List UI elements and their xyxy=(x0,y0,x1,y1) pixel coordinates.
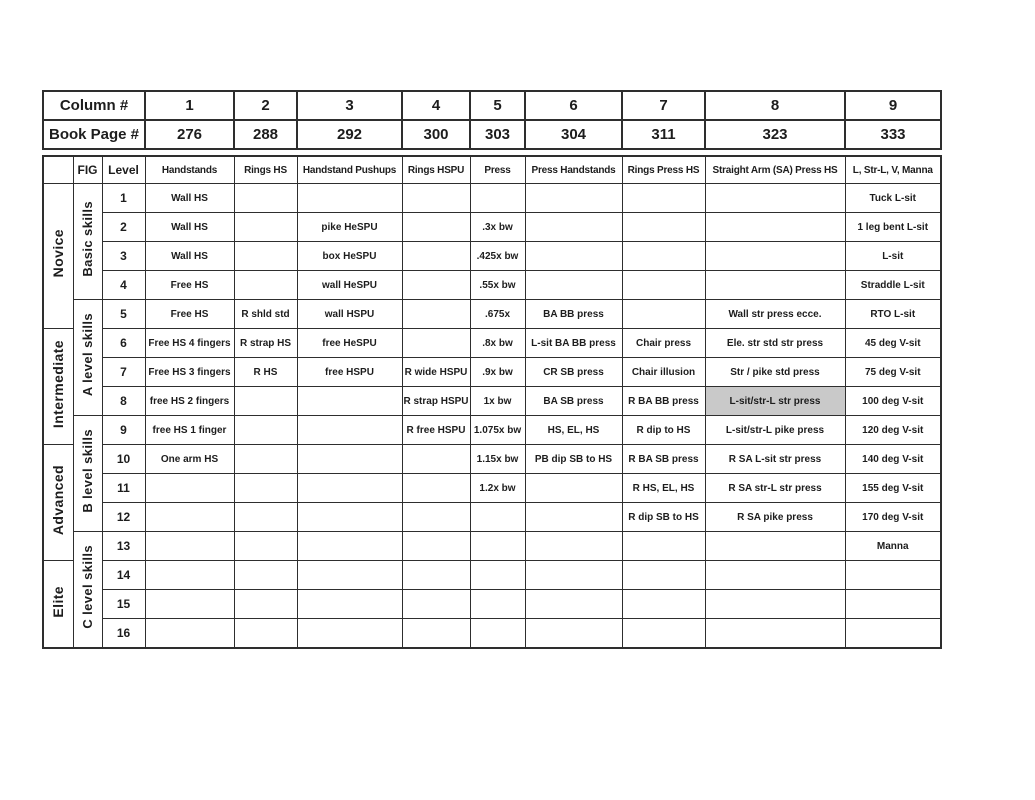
column-number: 5 xyxy=(470,91,525,120)
skill-cell: PB dip SB to HS xyxy=(525,445,622,474)
skill-cell: .675x xyxy=(470,300,525,329)
skill-column-header: L, Str-L, V, Manna xyxy=(845,156,941,184)
skill-cell: RTO L-sit xyxy=(845,300,941,329)
skill-cell xyxy=(234,503,297,532)
column-number: 4 xyxy=(402,91,470,120)
skill-cell: R BA SB press xyxy=(622,445,705,474)
skill-cell: Chair illusion xyxy=(622,358,705,387)
skill-cell xyxy=(622,590,705,619)
fig-group-label: A level skills xyxy=(80,313,95,397)
difficulty-group-label: Novice xyxy=(50,229,67,278)
difficulty-group-cell xyxy=(43,561,73,649)
level-cell: 9 xyxy=(102,416,145,445)
level-cell: 11 xyxy=(102,474,145,503)
skill-cell: .55x bw xyxy=(470,271,525,300)
skill-cell xyxy=(525,561,622,590)
level-cell: 15 xyxy=(102,590,145,619)
skill-cell xyxy=(234,213,297,242)
level-cell: 7 xyxy=(102,358,145,387)
table-row xyxy=(43,532,941,561)
skill-cell xyxy=(705,532,845,561)
skill-cell: R SA L-sit str press xyxy=(705,445,845,474)
skill-cell xyxy=(622,532,705,561)
skill-cell xyxy=(234,590,297,619)
table-row xyxy=(43,387,941,416)
fig-group-label: B level skills xyxy=(80,429,95,513)
skill-cell xyxy=(525,271,622,300)
skill-cell xyxy=(402,329,470,358)
book-page-row xyxy=(43,120,941,149)
skill-cell xyxy=(402,184,470,213)
skill-cell xyxy=(705,213,845,242)
table-row xyxy=(43,213,941,242)
skill-cell: CR SB press xyxy=(525,358,622,387)
skill-cell xyxy=(470,503,525,532)
table-row xyxy=(43,445,941,474)
skill-cell: free HSPU xyxy=(297,358,402,387)
skill-cell xyxy=(145,561,234,590)
table-row xyxy=(43,619,941,649)
skill-cell: box HeSPU xyxy=(297,242,402,271)
skill-cell xyxy=(402,532,470,561)
skill-cell: L-sit BA BB press xyxy=(525,329,622,358)
skill-cell: 1.075x bw xyxy=(470,416,525,445)
table-row xyxy=(43,184,941,213)
skill-cell xyxy=(705,242,845,271)
skill-cell: R free HSPU xyxy=(402,416,470,445)
column-number-label: Column # xyxy=(43,91,145,120)
book-page-label: Book Page # xyxy=(43,120,145,149)
book-page-number: 311 xyxy=(622,120,705,149)
skill-cell xyxy=(234,242,297,271)
skill-cell xyxy=(622,619,705,649)
skill-cell xyxy=(525,242,622,271)
skill-cell: R shld std xyxy=(234,300,297,329)
skill-cell: .425x bw xyxy=(470,242,525,271)
skill-cell: .3x bw xyxy=(470,213,525,242)
table-row xyxy=(43,474,941,503)
fig-group-cell xyxy=(73,532,102,649)
skill-cell xyxy=(470,590,525,619)
skill-cell xyxy=(845,590,941,619)
fig-group-cell xyxy=(73,300,102,416)
skill-cell: R SA str-L str press xyxy=(705,474,845,503)
skill-cell xyxy=(145,590,234,619)
skills-table xyxy=(42,155,942,649)
skill-cell xyxy=(705,184,845,213)
skill-cell xyxy=(470,561,525,590)
fig-header: FIG xyxy=(73,156,102,184)
skill-column-header: Press xyxy=(470,156,525,184)
skill-cell: HS, EL, HS xyxy=(525,416,622,445)
skill-cell: Free HS xyxy=(145,271,234,300)
skill-cell xyxy=(622,184,705,213)
skill-cell xyxy=(525,184,622,213)
fig-group-label: Basic skills xyxy=(80,201,95,277)
level-cell: 12 xyxy=(102,503,145,532)
skill-cell: BA BB press xyxy=(525,300,622,329)
level-cell: 13 xyxy=(102,532,145,561)
skill-cell xyxy=(470,184,525,213)
book-page-number: 333 xyxy=(845,120,941,149)
skill-cell xyxy=(297,561,402,590)
skill-cell: 45 deg V-sit xyxy=(845,329,941,358)
skill-cell xyxy=(297,445,402,474)
skill-cell: 1.2x bw xyxy=(470,474,525,503)
skill-cell: Free HS 3 fingers xyxy=(145,358,234,387)
book-page-number: 300 xyxy=(402,120,470,149)
skill-cell xyxy=(622,213,705,242)
skill-cell: 1.15x bw xyxy=(470,445,525,474)
column-number: 3 xyxy=(297,91,402,120)
level-cell: 10 xyxy=(102,445,145,474)
skill-cell: 140 deg V-sit xyxy=(845,445,941,474)
skill-cell xyxy=(705,561,845,590)
skill-cell xyxy=(297,474,402,503)
skill-cell: Tuck L-sit xyxy=(845,184,941,213)
column-number: 6 xyxy=(525,91,622,120)
skill-cell xyxy=(525,503,622,532)
skill-cell: pike HeSPU xyxy=(297,213,402,242)
level-cell: 14 xyxy=(102,561,145,590)
level-cell: 2 xyxy=(102,213,145,242)
column-number: 1 xyxy=(145,91,234,120)
skill-cell: 1x bw xyxy=(470,387,525,416)
level-cell: 8 xyxy=(102,387,145,416)
skill-cell xyxy=(402,300,470,329)
skill-cell xyxy=(234,619,297,649)
difficulty-group-label: Advanced xyxy=(50,464,67,536)
skill-cell xyxy=(622,561,705,590)
skill-cell: R BA BB press xyxy=(622,387,705,416)
skill-column-header: Handstands xyxy=(145,156,234,184)
table-row xyxy=(43,358,941,387)
skill-cell xyxy=(402,271,470,300)
skill-cell xyxy=(297,532,402,561)
skill-cell xyxy=(525,619,622,649)
skill-cell: R dip SB to HS xyxy=(622,503,705,532)
skill-cell: 170 deg V-sit xyxy=(845,503,941,532)
skill-cell xyxy=(845,561,941,590)
skill-cell: wall HeSPU xyxy=(297,271,402,300)
skill-cell: 120 deg V-sit xyxy=(845,416,941,445)
skill-cell xyxy=(402,213,470,242)
table-row xyxy=(43,590,941,619)
skill-cell: free HeSPU xyxy=(297,329,402,358)
skill-cell: Chair press xyxy=(622,329,705,358)
skill-cell: R HS xyxy=(234,358,297,387)
book-page-number: 323 xyxy=(705,120,845,149)
difficulty-group-cell xyxy=(43,445,73,561)
skill-cell xyxy=(234,474,297,503)
skill-cell: R SA pike press xyxy=(705,503,845,532)
skill-cell xyxy=(622,300,705,329)
skill-cell xyxy=(402,445,470,474)
skill-header-row xyxy=(43,156,941,184)
level-header: Level xyxy=(102,156,145,184)
skill-cell xyxy=(402,619,470,649)
skill-cell: Str / pike std press xyxy=(705,358,845,387)
skill-cell xyxy=(402,503,470,532)
skill-cell: free HS 2 fingers xyxy=(145,387,234,416)
skill-chart-page xyxy=(42,90,942,649)
skill-cell xyxy=(145,619,234,649)
column-number: 8 xyxy=(705,91,845,120)
fig-group-label: C level skills xyxy=(80,545,95,629)
skill-cell: free HS 1 finger xyxy=(145,416,234,445)
skill-cell: .8x bw xyxy=(470,329,525,358)
skill-cell: 1 leg bent L-sit xyxy=(845,213,941,242)
skill-cell xyxy=(525,474,622,503)
level-cell: 4 xyxy=(102,271,145,300)
skill-cell xyxy=(234,416,297,445)
skill-cell xyxy=(234,387,297,416)
book-page-number: 304 xyxy=(525,120,622,149)
skill-cell xyxy=(234,184,297,213)
skill-cell: 155 deg V-sit xyxy=(845,474,941,503)
skill-column-header: Straight Arm (SA) Press HS xyxy=(705,156,845,184)
skill-cell: R HS, EL, HS xyxy=(622,474,705,503)
skill-cell: Free HS 4 fingers xyxy=(145,329,234,358)
skill-cell: L-sit/str-L pike press xyxy=(705,416,845,445)
skill-cell: Wall HS xyxy=(145,242,234,271)
skill-cell: Wall HS xyxy=(145,184,234,213)
skill-cell: Manna xyxy=(845,532,941,561)
level-cell: 3 xyxy=(102,242,145,271)
level-cell: 1 xyxy=(102,184,145,213)
skill-cell: R strap HSPU xyxy=(402,387,470,416)
table-row xyxy=(43,300,941,329)
skill-cell: Wall str press ecce. xyxy=(705,300,845,329)
skill-cell xyxy=(234,445,297,474)
difficulty-group-label: Intermediate xyxy=(50,339,67,429)
skill-cell xyxy=(525,590,622,619)
table-row xyxy=(43,503,941,532)
skill-cell xyxy=(297,590,402,619)
skill-cell xyxy=(705,590,845,619)
skill-cell: BA SB press xyxy=(525,387,622,416)
fig-group-cell xyxy=(73,184,102,300)
book-page-number: 303 xyxy=(470,120,525,149)
skill-cell xyxy=(145,532,234,561)
skill-cell xyxy=(234,271,297,300)
skill-column-header: Rings Press HS xyxy=(622,156,705,184)
book-page-number: 288 xyxy=(234,120,297,149)
skill-cell xyxy=(402,242,470,271)
table-row xyxy=(43,329,941,358)
skill-cell xyxy=(297,387,402,416)
skill-cell: L-sit xyxy=(845,242,941,271)
column-number: 2 xyxy=(234,91,297,120)
skill-cell: wall HSPU xyxy=(297,300,402,329)
skill-cell: 75 deg V-sit xyxy=(845,358,941,387)
level-cell: 5 xyxy=(102,300,145,329)
skill-cell xyxy=(845,619,941,649)
skill-cell: R strap HS xyxy=(234,329,297,358)
skill-cell: Ele. str std str press xyxy=(705,329,845,358)
skill-cell xyxy=(525,532,622,561)
skill-cell xyxy=(470,532,525,561)
column-number: 7 xyxy=(622,91,705,120)
book-page-number: 292 xyxy=(297,120,402,149)
skill-cell xyxy=(470,619,525,649)
skill-cell xyxy=(297,503,402,532)
table-row xyxy=(43,271,941,300)
skill-cell: One arm HS xyxy=(145,445,234,474)
table-row xyxy=(43,416,941,445)
skill-cell xyxy=(297,416,402,445)
column-number-row xyxy=(43,91,941,120)
skill-cell xyxy=(234,532,297,561)
skill-cell xyxy=(622,271,705,300)
skill-cell xyxy=(705,619,845,649)
skill-cell: Straddle L-sit xyxy=(845,271,941,300)
skill-cell xyxy=(622,242,705,271)
column-page-header-table xyxy=(42,90,942,150)
skill-cell xyxy=(402,474,470,503)
table-row xyxy=(43,561,941,590)
skill-cell xyxy=(297,619,402,649)
skill-cell: .9x bw xyxy=(470,358,525,387)
corner-empty-cell xyxy=(43,156,73,184)
difficulty-group-label: Elite xyxy=(50,585,67,618)
difficulty-group-cell xyxy=(43,184,73,329)
fig-group-cell xyxy=(73,416,102,532)
skill-cell: Free HS xyxy=(145,300,234,329)
difficulty-group-cell xyxy=(43,329,73,445)
skill-cell xyxy=(234,561,297,590)
skill-cell xyxy=(297,184,402,213)
skill-cell: R dip to HS xyxy=(622,416,705,445)
skill-column-header: Rings HSPU xyxy=(402,156,470,184)
column-number: 9 xyxy=(845,91,941,120)
book-page-number: 276 xyxy=(145,120,234,149)
skill-column-header: Press Handstands xyxy=(525,156,622,184)
skill-cell xyxy=(145,503,234,532)
skill-cell xyxy=(402,590,470,619)
skill-cell: L-sit/str-L str press xyxy=(705,387,845,416)
skill-cell xyxy=(145,474,234,503)
skill-cell: 100 deg V-sit xyxy=(845,387,941,416)
skill-column-header: Handstand Pushups xyxy=(297,156,402,184)
table-row xyxy=(43,242,941,271)
level-cell: 16 xyxy=(102,619,145,649)
skill-cell xyxy=(525,213,622,242)
level-cell: 6 xyxy=(102,329,145,358)
skill-column-header: Rings HS xyxy=(234,156,297,184)
skill-cell xyxy=(402,561,470,590)
skill-cell: R wide HSPU xyxy=(402,358,470,387)
skill-cell xyxy=(705,271,845,300)
skill-cell: Wall HS xyxy=(145,213,234,242)
